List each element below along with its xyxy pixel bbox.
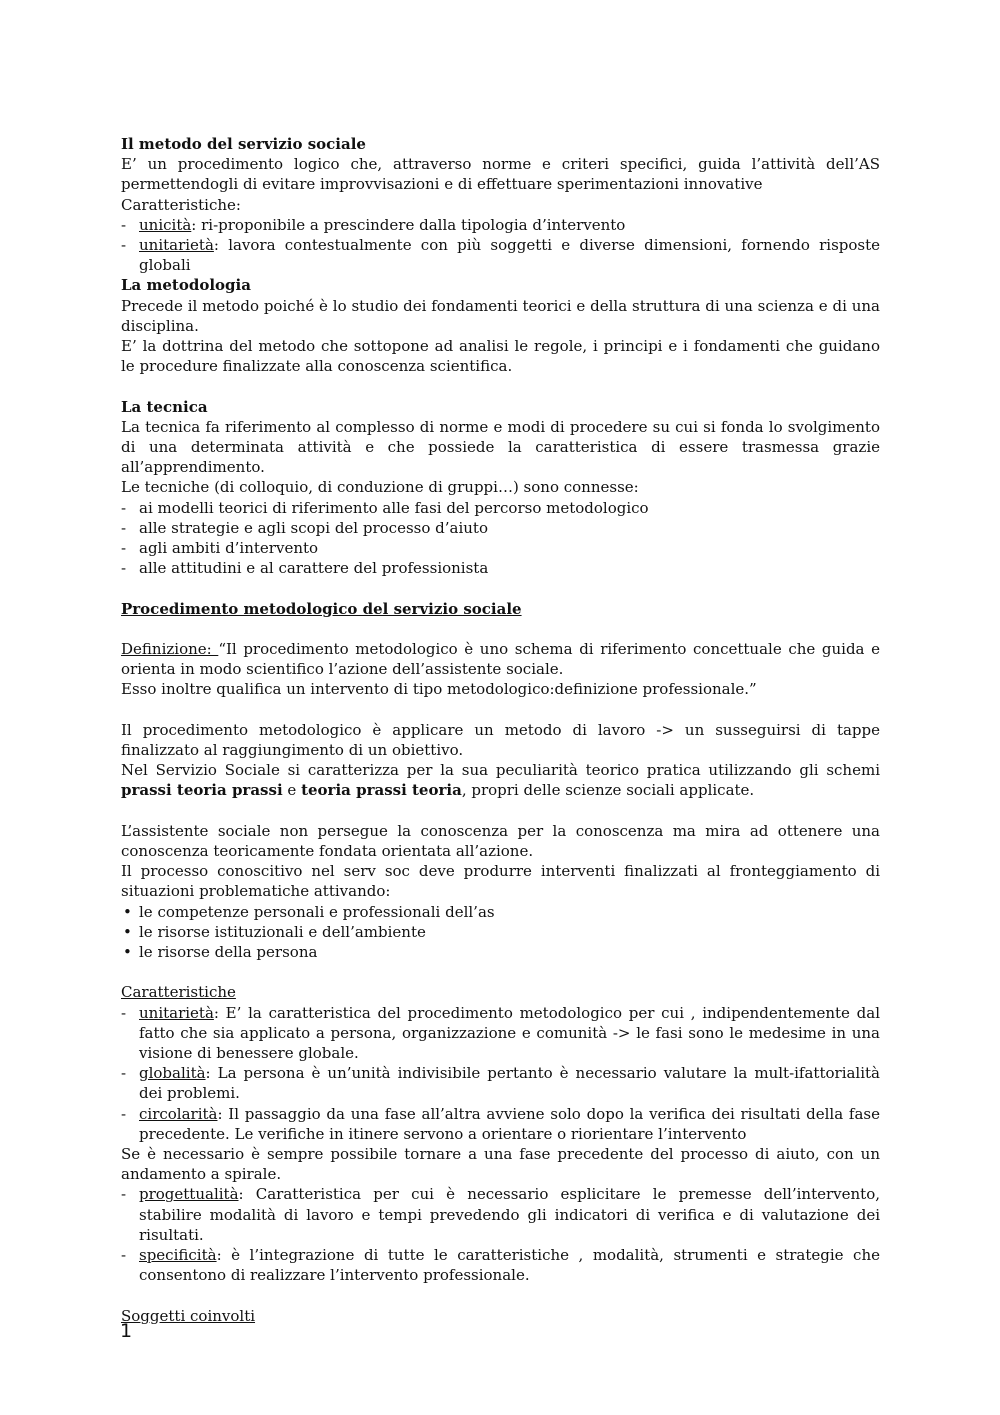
dash-marker: - <box>121 1064 127 1083</box>
item-text: alle strategie e agli scopi del processo d’aiuto <box>139 518 488 537</box>
paragraph: Se è necessario è sempre possibile tornare a una fase precedente del processo di aiuto, con un andamento a spirale. <box>121 1145 880 1184</box>
dash-marker: - <box>121 1104 127 1123</box>
item-text: le competenze personali e professionali dell’as <box>139 902 495 921</box>
definition-paragraph <box>121 639 880 679</box>
section-title-caratteristiche: Caratteristiche <box>121 983 236 1002</box>
dash-marker: - <box>121 1185 127 1204</box>
list-item <box>121 1245 880 1285</box>
section-title-tecnica: La tecnica <box>121 397 208 416</box>
item-text: alle attitudini e al carattere del professionista <box>139 559 489 578</box>
item-text: : lavora contestualmente con più soggetti e diverse dimensioni, fornendo risposte globali <box>139 236 880 275</box>
item-text: : Caratteristica per cui è necessario esplicitare le premesse dell’intervento, stabilire modalità di lavoro e tempi prevedendo gli indicatori di verifica e di valutazione dei risultati. <box>139 1185 880 1244</box>
section-title-metodo: Il metodo del servizio sociale <box>121 135 366 153</box>
dash-marker: - <box>121 518 127 537</box>
list-item <box>121 498 880 518</box>
text-run: e <box>282 781 302 800</box>
paragraph: E’ un procedimento logico che, attraverso norme e criteri specifici, guida l’attività dell’AS permettendogli di evitare improvvisazioni e di effettuare sperimentazioni innovative <box>121 155 880 194</box>
term: globalità <box>139 1064 206 1083</box>
dash-marker: - <box>121 539 127 558</box>
dash-marker: - <box>121 236 127 255</box>
item-text: : Il passaggio da una fase all’altra avviene solo dopo la verifica dei risultati della fase precedente. Le verifiche in itinere servono a orientare o riorientare l’intervento <box>139 1104 880 1143</box>
item-text: agli ambiti d’intervento <box>139 539 319 558</box>
term: progettualità <box>139 1185 239 1204</box>
bullet-item <box>121 902 880 922</box>
list-item <box>121 1003 880 1064</box>
bullet-item <box>121 922 880 942</box>
list-item <box>121 518 880 538</box>
item-text: : ri-proponibile a prescindere dalla tipologia d’intervento <box>191 215 626 234</box>
section-title-soggetti: Soggetti coinvolti <box>121 1306 256 1325</box>
list-item <box>121 558 880 578</box>
bold-term: prassi teoria prassi <box>121 781 283 800</box>
paragraph: Le tecniche (di colloquio, di conduzione di gruppi…) sono connesse: <box>121 478 639 497</box>
paragraph: Il procedimento metodologico è applicare un metodo di lavoro -> un susseguirsi di tappe finalizzato al raggiungimento di un obiettivo. <box>121 720 880 760</box>
paragraph: Esso inoltre qualifica un intervento di tipo metodologico:definizione professionale.” <box>121 680 757 699</box>
list-item <box>121 1184 880 1245</box>
term: unitarietà <box>139 236 214 255</box>
bold-term: teoria prassi teoria <box>301 781 462 800</box>
term: unicità <box>139 215 192 234</box>
dash-marker: - <box>121 1246 127 1265</box>
paragraph: Il processo conoscitivo nel serv soc deve produrre interventi finalizzati al fronteggiamento di situazioni problematiche attivando: <box>121 862 880 901</box>
item-text: le risorse istituzionali e dell’ambiente <box>139 922 426 941</box>
paragraph: La tecnica fa riferimento al complesso di norme e modi di procedere su cui si fonda lo svolgimento di una determinata attività e che possiede la caratteristica di essere trasmessa grazie all’apprendimento. <box>121 417 880 477</box>
item-text: : La persona è un’unità indivisibile pertanto è necessario valutare la mult-ifattorialità dei problemi. <box>139 1064 880 1103</box>
list-item <box>121 538 880 558</box>
bullet-item <box>121 942 880 962</box>
paragraph: Caratteristiche: <box>121 195 241 214</box>
bullet-marker: • <box>123 902 132 921</box>
page-number: 1 <box>120 1320 133 1342</box>
dash-marker: - <box>121 498 127 517</box>
list-item <box>121 1104 880 1144</box>
item-text: le risorse della persona <box>139 943 318 962</box>
dash-marker: - <box>121 559 127 578</box>
paragraph: Precede il metodo poiché è lo studio dei fondamenti teorici e della struttura di una scienza e di una disciplina. <box>121 296 880 335</box>
list-item <box>121 1063 880 1103</box>
list-item <box>121 235 880 275</box>
text-run: , propri delle scienze sociali applicate. <box>461 781 755 800</box>
item-text: ai modelli teorici di riferimento alle fasi del percorso metodologico <box>139 498 649 517</box>
term: unitarietà <box>139 1003 214 1022</box>
term: circolarità <box>139 1104 218 1123</box>
section-title-procedimento: Procedimento metodologico del servizio sociale <box>121 599 522 618</box>
paragraph: L’assistente sociale non persegue la conoscenza per la conoscenza ma mira ad ottenere una conoscenza teoricamente fondata orientata all’azione. <box>121 821 880 861</box>
dash-marker: - <box>121 1003 127 1022</box>
item-text: : E’ la caratteristica del procedimento metodologico per cui , indipendentemente dal fatto che sia applicato a persona, organizzazione e comunità -> le fasi sono le medesime in una visione di benessere globale. <box>139 1003 880 1063</box>
item-text: : è l’integrazione di tutte le caratteristiche , modalità, strumenti e strategie che consentono di realizzare l’intervento professionale. <box>139 1246 880 1285</box>
text-run: Nel Servizio Sociale si caratterizza per la sua peculiarità teorico pratica utilizzando gli schemi <box>121 761 880 780</box>
definition-text: “Il procedimento metodologico è uno schema di riferimento concettuale che guida e orienta in modo scientifico l’azione dell’assistente sociale. <box>121 640 880 679</box>
dash-marker: - <box>121 215 127 234</box>
section-title-metodologia: La metodologia <box>121 276 251 295</box>
paragraph <box>121 760 880 800</box>
bullet-marker: • <box>123 922 132 941</box>
list-item <box>121 215 880 235</box>
paragraph: E’ la dottrina del metodo che sottopone ad analisi le regole, i principi e i fondamenti che guidano le procedure finalizzate alla conoscenza scientifica. <box>121 337 880 376</box>
bullet-marker: • <box>123 943 132 962</box>
term: specificità <box>139 1246 217 1265</box>
definition-label: Definizione: <box>121 640 219 659</box>
document-body <box>121 134 880 1326</box>
